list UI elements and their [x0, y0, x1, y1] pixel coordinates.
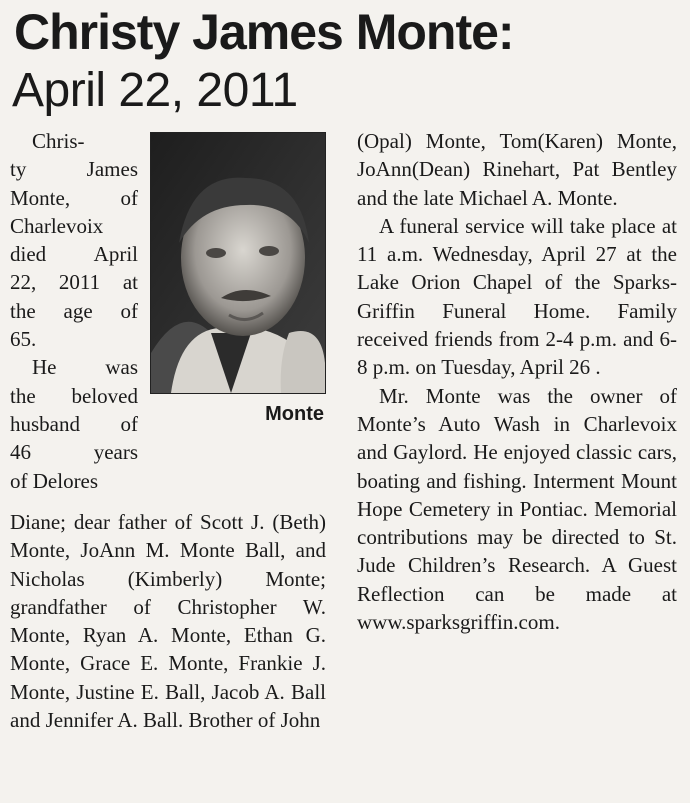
right-column: [357, 127, 677, 636]
family-paragraph-line: of Delores: [10, 468, 99, 493]
portrait-photo: [150, 132, 326, 394]
obituary-date: April 22, 2011: [12, 64, 298, 117]
family-paragraph-line: He was: [32, 355, 138, 380]
survivors-paragraph: (Opal) Monte, Tom(Karen) Monte, JoAnn(Dean) Rinehart, Pat Bentley and the late Michael A. Monte.: [357, 129, 677, 210]
obituary-headline: Christy James Monte:: [14, 4, 514, 60]
intro-paragraph-line: died April: [10, 242, 138, 267]
service-paragraph: A funeral service will take place at 11 a.m. Wednesday, April 27 at the Lake Orion Chapel of the Sparks-Griffin Funeral Home. Family received friends from 2-4 p.m. and 6-8 p.m. on Tuesday, April 26 .: [357, 213, 677, 380]
left-column-top: [10, 127, 138, 495]
family-paragraph-line: husband of: [10, 411, 138, 436]
family-paragraph-line: 46 years: [10, 440, 138, 465]
family-paragraph-continuation: Diane; dear father of Scott J. (Beth) Monte, JoAnn M. Monte Ball, and Nicholas (Kimberly) Monte; grandfather of Christopher W. Monte, Ryan A. Monte, Ethan G. Monte, Grace E. Monte, Frankie J. Monte, Justine E. Ball, Jacob A. Ball and Jennifer A. Ball. Brother of John: [10, 510, 326, 733]
photo-caption: Monte: [265, 403, 324, 425]
intro-paragraph-line: 65.: [10, 327, 37, 352]
intro-paragraph-line: Charlevoix: [10, 213, 104, 238]
portrait-block: [150, 132, 326, 426]
left-column-continuation: [10, 508, 326, 734]
intro-paragraph-line: Chris-: [32, 129, 85, 153]
biography-paragraph: Mr. Monte was the owner of Monte’s Auto Wash in Charlevoix and Gaylord. He enjoyed classic cars, boating and fishing. Interment Mount Hope Cemetery in Pontiac. Memorial contributions may be directed to St. Jude Children’s Research. A Guest Reflection can be made at www.sparksgriffin.com.: [357, 383, 677, 635]
intro-paragraph-line: 22, 2011 at: [10, 270, 138, 295]
family-paragraph-line: the beloved: [10, 383, 138, 408]
intro-paragraph-line: the age of: [10, 298, 138, 323]
intro-paragraph-line: Monte, of: [10, 185, 138, 210]
intro-paragraph-line: ty James: [10, 157, 138, 182]
